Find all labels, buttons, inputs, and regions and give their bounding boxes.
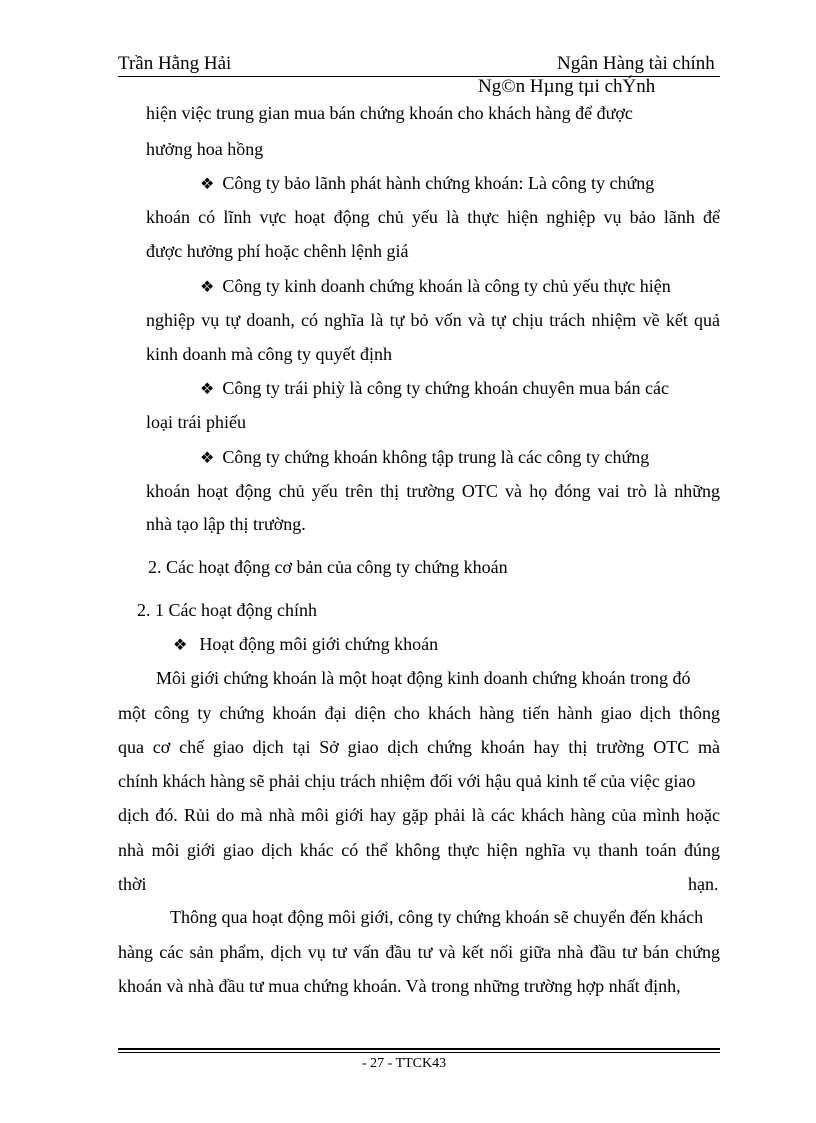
- para-2-line-2: một công ty chứng khoán đại diện cho khách hàng tiến hành giao dịch thông: [118, 703, 720, 723]
- bullet-3-line-2: loại trái phiếu: [146, 412, 246, 432]
- para-2-line-7-start: thời: [118, 874, 147, 894]
- diamond-bullet-icon: ❖: [173, 637, 188, 654]
- bullet-item-3: [200, 378, 669, 399]
- bullet-item-2: [200, 276, 671, 297]
- para-2-line-3: qua cơ chế giao dịch tại Sở giao dịch chứng khoán hay thị trường OTC mà: [118, 737, 720, 757]
- diamond-bullet-icon: ❖: [200, 381, 215, 398]
- bullet-2-line-3: kinh doanh mà công ty quyết định: [146, 344, 392, 364]
- bullet-1-line-2: khoán có lĩnh vực hoạt động chủ yếu là thực hiện nghiệp vụ bảo lãnh để: [146, 207, 720, 227]
- bullet-2-line-2: nghiệp vụ tự doanh, có nghĩa là tự bỏ vốn và tự chịu trách nhiệm về kết quả: [146, 310, 720, 330]
- bullet-item-5: [173, 634, 438, 655]
- diamond-bullet-icon: ❖: [200, 176, 215, 193]
- bullet-4-line-2: khoán hoạt động chủ yếu trên thị trường OTC và họ đóng vai trò là những: [146, 481, 720, 501]
- para-1-line-1: hiện việc trung gian mua bán chứng khoán cho khách hàng để được: [146, 103, 633, 123]
- bullet-3-line-1: Công ty trái phiỳ là công ty chứng khoán chuyên mua bán các: [222, 378, 669, 398]
- para-2-line-4: chính khách hàng sẽ phải chịu trách nhiệm đối với hậu quả kinh tế của việc giao: [118, 771, 696, 791]
- bullet-1-line-1: Công ty bảo lãnh phát hành chứng khoán: Là công ty chứng: [222, 173, 655, 193]
- footer-rule-thick: [118, 1048, 720, 1050]
- para-1-line-2: hưởng hoa hồng: [146, 139, 264, 159]
- diamond-bullet-icon: ❖: [200, 450, 215, 467]
- bullet-5-text: Hoạt động môi giới chứng khoán: [199, 634, 439, 654]
- bullet-1-line-3: được hưởng phí hoặc chênh lệnh giá: [146, 241, 409, 261]
- diamond-bullet-icon: ❖: [200, 279, 215, 296]
- bullet-2-line-1: Công ty kinh doanh chứng khoán là công ty chủ yếu thực hiện: [222, 276, 671, 296]
- bullet-item-1: [200, 173, 654, 194]
- page-number: - 27 - TTCK43: [362, 1056, 447, 1071]
- bullet-4-line-1: Công ty chứng khoán không tập trung là các công ty chứng: [222, 447, 650, 467]
- section-heading-2: 2. Các hoạt động cơ bản của công ty chứng khoán: [148, 557, 508, 577]
- footer-rule-thin: [118, 1052, 720, 1053]
- para-3-line-3: khoán và nhà đầu tư mua chứng khoán. Và trong những trường hợp nhất định,: [118, 976, 681, 996]
- section-heading-2-1: 2. 1 Các hoạt động chính: [137, 600, 317, 620]
- para-3-line-2: hàng các sản phẩm, dịch vụ tư vấn đầu tư và kết nối giữa nhà đầu tư bán chứng: [118, 942, 720, 962]
- para-2-line-1: Môi giới chứng khoán là một hoạt động kinh doanh chứng khoán trong đó: [156, 668, 691, 688]
- header-garbled-subject: Ng©n Hµng tµi chÝnh: [478, 76, 656, 97]
- para-2-line-6: nhà môi giới giao dịch khác có thể không thực hiện nghĩa vụ thanh toán đúng: [118, 840, 720, 860]
- header-subject: Ngân Hàng tài chính: [557, 53, 715, 74]
- para-2-line-5: dịch đó. Rủi do mà nhà môi giới hay gặp phải là các khách hàng của mình hoặc: [118, 805, 720, 825]
- para-3-line-1: Thông qua hoạt động môi giới, công ty chứng khoán sẽ chuyển đến khách: [170, 907, 704, 927]
- header-author: Trần Hằng Hải: [118, 53, 232, 74]
- bullet-4-line-3: nhà tạo lập thị trường.: [146, 514, 306, 534]
- bullet-item-4: [200, 447, 649, 468]
- para-2-line-7-end: hạn.: [688, 874, 719, 894]
